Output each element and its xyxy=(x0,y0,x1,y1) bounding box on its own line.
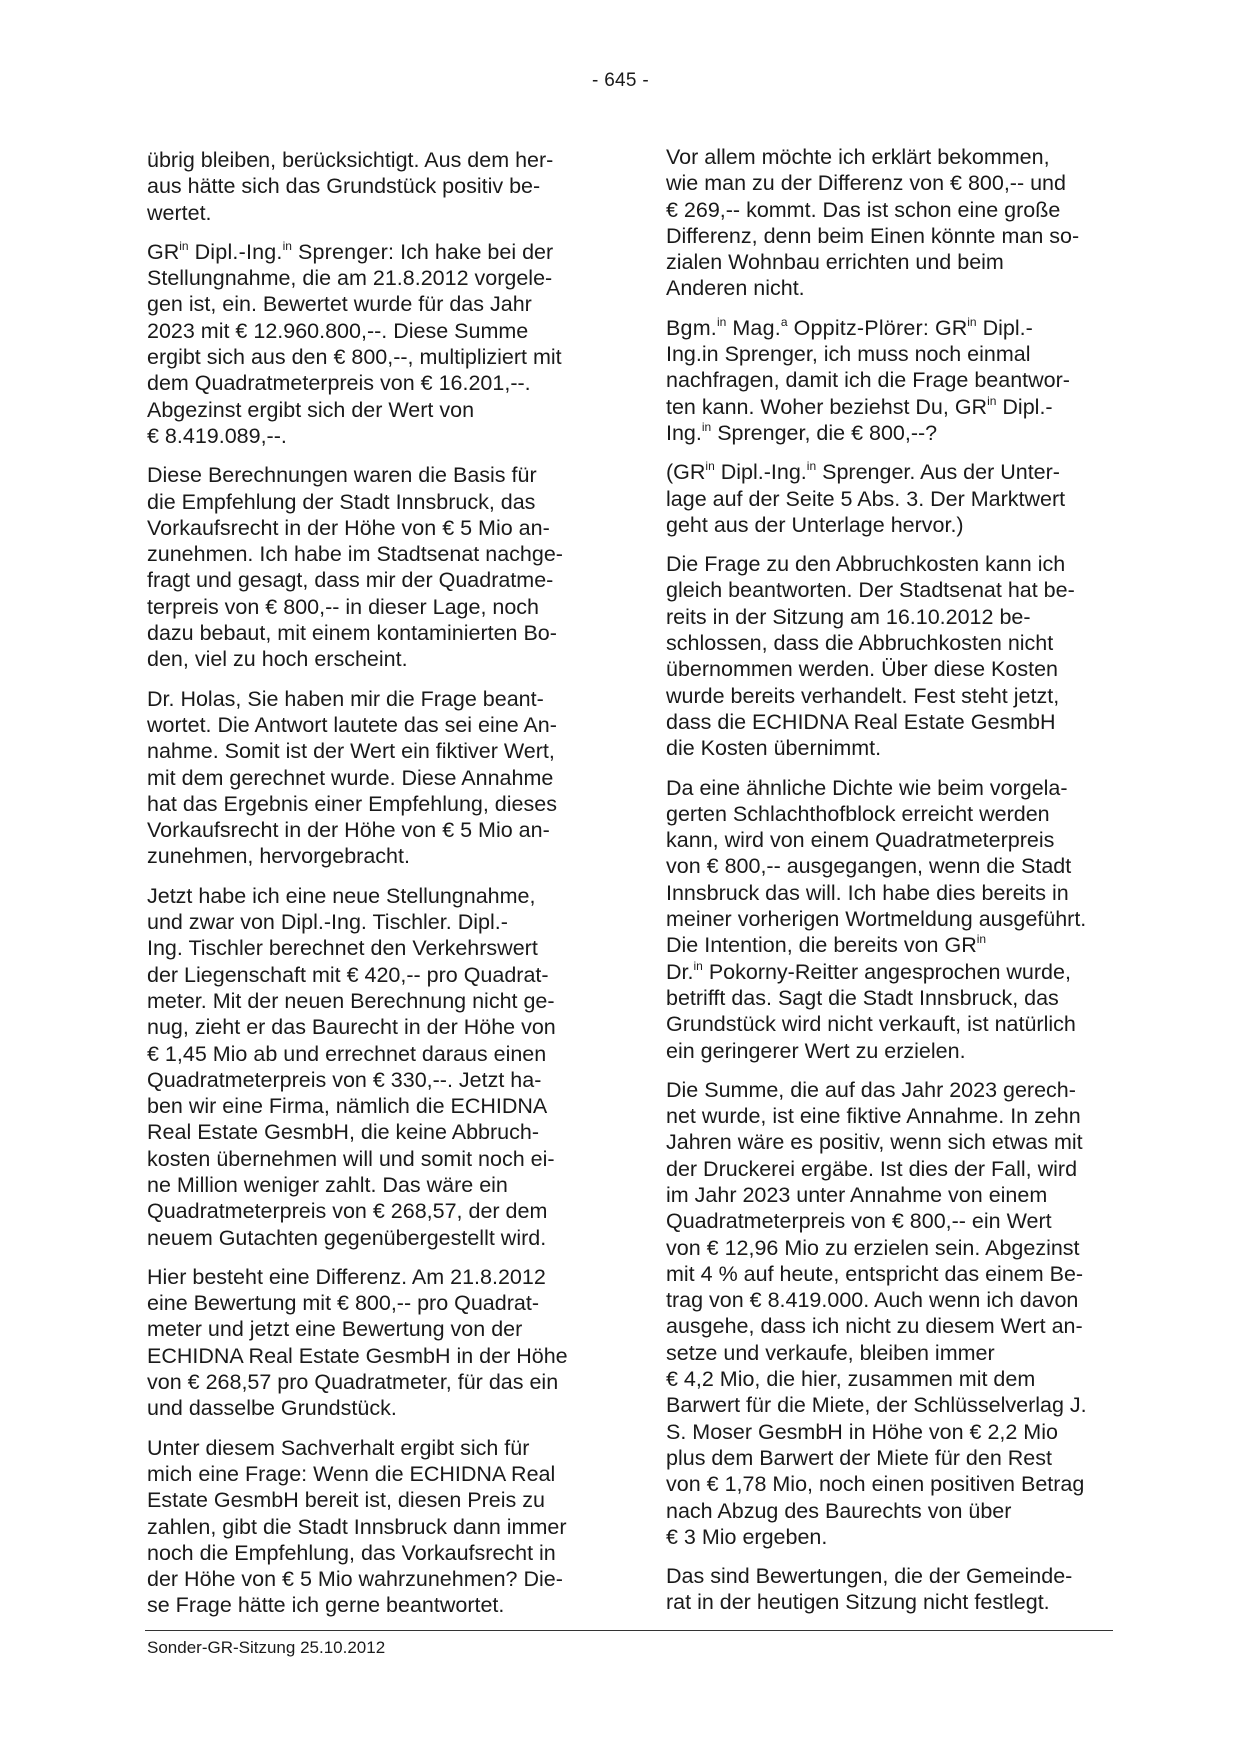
paragraph: Unter diesem Sachverhalt ergibt sich für mich eine Frage: Wenn die ECHIDNA Real Estate GesmbH bereit ist, diesen Preis zu zahlen, gibt die Stadt Innsbruck dann immer noch die Empfehlung, das Vorkaufsrecht in der Höhe von € 5 Mio wahrzunehmen? Die- se Frage hätte ich gerne beantwortet. xyxy=(147,1435,567,1618)
speaker-label: $GR^{in}$ Dipl.-Ing.$^{in}$ Sprenger: xyxy=(147,238,395,264)
paragraph-speaker-sprenger: $GR^{in}$ Dipl.-Ing.$^{in}$ Sprenger: Ich hake bei der Stellungnahme, die am 21.8.2012 vorgele- gen ist, ein. Bewertet wurde für das Jahr 2023 mit € 12.960.800,--. Diese Summe ergibt sich aus den € 800,--, multipliziert mit dem Quadratmeterpreis von € 16.201,--. Abgezinst ergibt sich der Wert von € 8.419.089,--. xyxy=(147,238,562,448)
paragraph: Dr. Holas, Sie haben mir die Frage beant- wortet. Die Antwort lautete das sei eine An- nahme. Somit ist der Wert ein fiktiver Wert, mit dem gerechnet wurde. Diese Annahme hat das Ergebnis einer Empfehlung, dieses Vorkaufsrecht in der Höhe von € 5 Mio an- zunehmen, hervorgebracht. xyxy=(147,686,557,869)
page-number: - 645 - xyxy=(591,70,649,91)
paragraph: Die Frage zu den Abbruchkosten kann ich gleich beantworten. Der Stadtsenat hat be- reits in der Sitzung am 16.10.2012 be- schlossen, dass die Abbruchkosten nicht übernommen werden. Über diese Kosten wurde bereits verhandelt. Fest steht jetzt, dass die ECHIDNA Real Estate GesmbH die Kosten übernimmt. xyxy=(666,552,1075,761)
paragraph: Diese Berechnungen waren die Basis für die Empfehlung der Stadt Innsbruck, das Vorkaufsrecht in der Höhe von € 5 Mio an- zunehmen. Ich habe im Stadtsenat nachge- fragt und gesagt, dass mir der Quadratme- terpreis von € 800,-- in dieser Lage, noch dazu bebaut, mit einem kontaminierten Bo- den, viel zu hoch erscheint. xyxy=(147,463,563,672)
paragraph: Hier besteht eine Differenz. Am 21.8.2012 eine Bewertung mit € 800,-- pro Quadrat- meter und jetzt eine Bewertung von der ECHIDNA Real Estate GesmbH in der Höhe von € 268,57 pro Quadratmeter, für das ein und dasselbe Grundstück. xyxy=(147,1264,568,1421)
paragraph: übrig bleiben, berücksichtigt. Aus dem her- aus hätte sich das Grundstück positiv be- wertet. xyxy=(147,148,554,225)
paragraph-interjection: ($GR^{in}$ Dipl.-Ing.$^{in}$ Sprenger. Aus der Unter- lage auf der Seite 5 Abs. 3. Der Marktwert geht aus der Unterlage hervor.) xyxy=(666,459,1066,537)
paragraph: Vor allem möchte ich erklärt bekommen, wie man zu der Differenz von € 800,-- und € 269,-- kommt. Das ist schon eine große Differenz, denn beim Einen könnte man so- zialen Wohnbau errichten und beim Anderen nicht. xyxy=(666,145,1080,301)
paragraph: Die Summe, die auf das Jahr 2023 gerech- net wurde, ist eine fiktive Annahme. In zehn Jahren wäre es positiv, wenn sich etwas mit der Druckerei ergäbe. Ist dies der Fall, wird im Jahr 2023 unter Annahme von einem Quadratmeterpreis von € 800,-- ein Wert von € 12,96 Mio zu erzielen sein. Abgezinst mit 4 % auf heute, entspricht das einem Be- trag von € 8.419.000. Auch wenn ich davon ausgehe, dass ich nicht zu diesem Wert an- setze und verkaufe, bleiben immer € 4,2 Mio, die hier, zusammen mit dem Barwert für die Miete, der Schlüsselverlag J. S. Moser GesmbH in Höhe von € 2,2 Mio plus dem Barwert der Miete für den Rest von € 1,78 Mio, noch einen positiven Betrag nach Abzug des Baurechts von über € 3 Mio ergeben. xyxy=(666,1077,1087,1549)
footer-text: Sonder-GR-Sitzung 25.10.2012 xyxy=(147,1638,386,1657)
left-column xyxy=(147,147,607,1632)
paragraph-speaker-oppitz-ploerer: Bgm.$^{in}$ Mag.$^a$ Oppitz-Plörer: $GR^{in}$ Dipl.- Ing.in Sprenger, ich muss noch einmal nachfragen, damit ich die Frage beantwor- ten kann. Woher beziehst Du, $GR^{in}$ Dipl.- Ing.$^{in}$ Sprenger, die € 800,--? xyxy=(666,314,1070,445)
speaker-label: Bgm.$^{in}$ Mag.$^a$ Oppitz-Plörer: xyxy=(666,314,930,340)
right-column xyxy=(666,144,1126,1629)
paragraph: Jetzt habe ich eine neue Stellungnahme, und zwar von Dipl.-Ing. Tischler. Dipl.- Ing. Tischler berechnet den Verkehrswert der Liegenschaft mit € 420,-- pro Quadrat- meter. Mit der neuen Berechnung nicht ge- nug, zieht er das Baurecht in der Höhe von € 1,45 Mio ab und errechnet daraus einen Quadratmeterpreis von € 330,--. Jetzt ha- ben wir eine Firma, nämlich die ECHIDNA Real Estate GesmbH, die keine Abbruch- kosten übernehmen will und somit noch ei- ne Million weniger zahlt. Das wäre ein Quadratmeterpreis von € 268,57, der dem neuem Gutachten gegenübergestellt wird. xyxy=(147,883,556,1250)
paragraph: Da eine ähnliche Dichte wie beim vorgela- gerten Schlachthofblock erreicht werden kann, wird von einem Quadratmeterpreis von € 800,-- ausgegangen, wenn die Stadt Innsbruck das will. Ich habe dies bereits in meiner vorherigen Wortmeldung ausgeführt. Die Intention, die bereits von $GR^{in}$ Dr.$^{in}$ Pokorny-Reitter angesprochen wurde, betrifft das. Sagt die Stadt Innsbruck, das Grundstück wird nicht verkauft, ist natürlich ein geringerer Wert zu erzielen. xyxy=(666,775,1087,1063)
footer-divider xyxy=(145,1630,1113,1631)
paragraph: Das sind Bewertungen, die der Gemeinde- rat in der heutigen Sitzung nicht festlegt. xyxy=(666,1564,1073,1615)
